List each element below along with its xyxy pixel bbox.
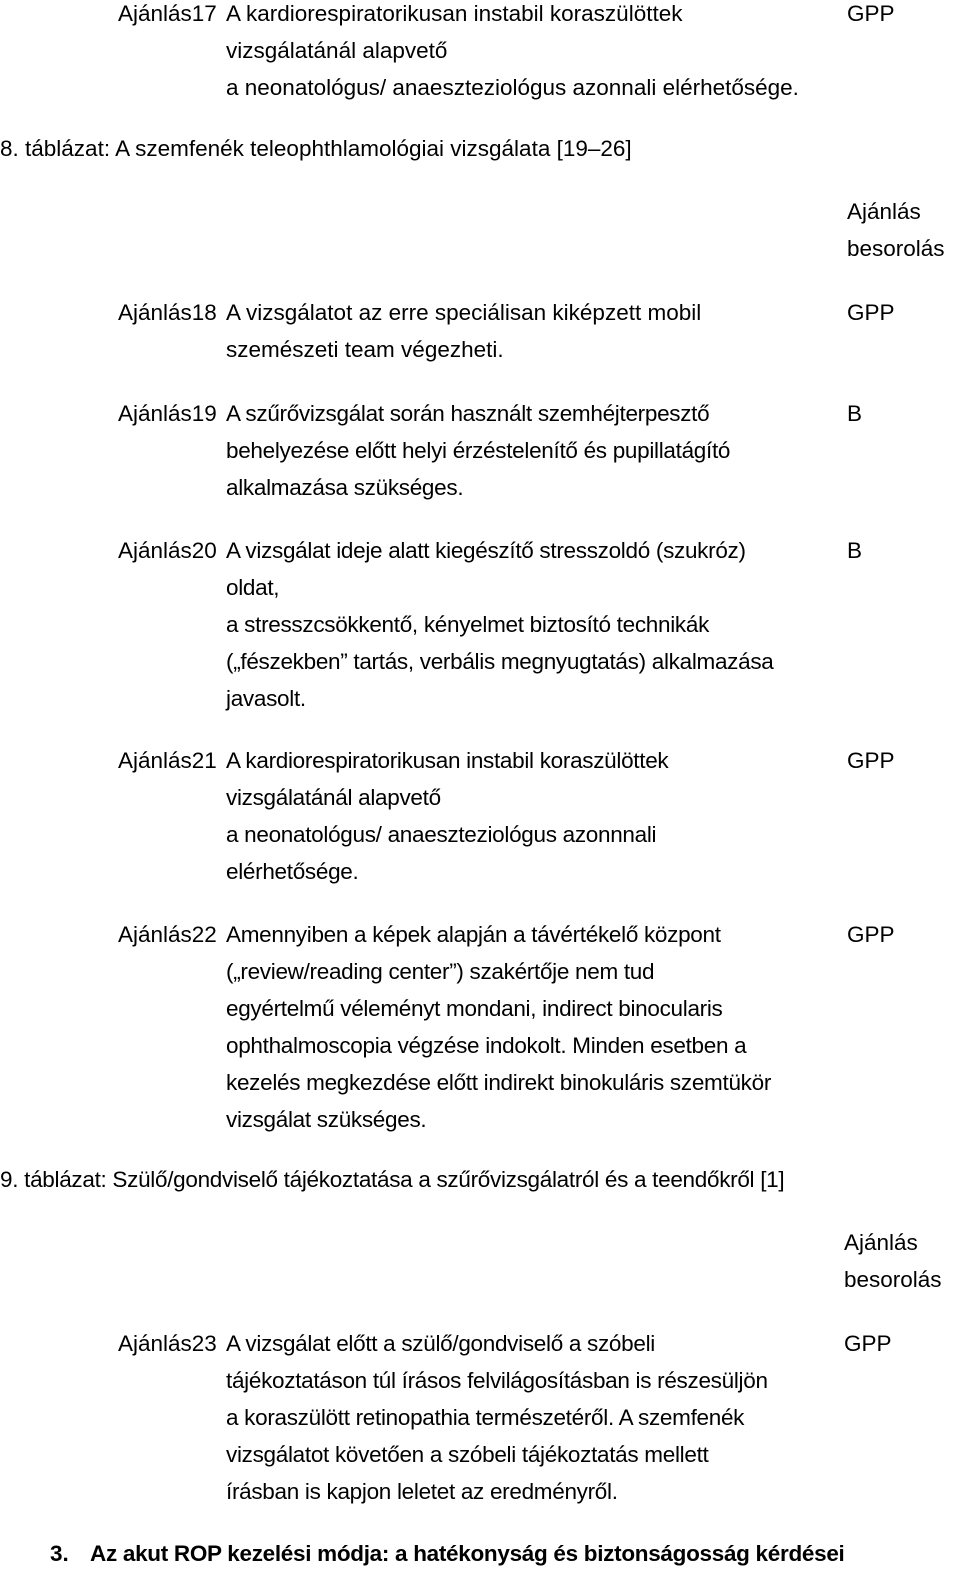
section-number: 3. bbox=[50, 1541, 69, 1566]
recommendation-id: Ajánlás19 bbox=[118, 401, 217, 426]
recommendation-text: Amennyiben a képek alapján a távértékelő központ („review/reading center”) szakértője nem tud egyértelmű véleményt mondani, indirect binocularis ophthalmoscopia végzése indokolt. Minden esetben a kezelés megkezdése előtt indirekt binokuláris szemtükör vizsgálat szükséges. bbox=[226, 922, 772, 1132]
recommendation-text: A vizsgálatot az erre speciálisan kiképzett mobil szemészeti team végezheti. bbox=[226, 300, 702, 362]
recommendation-text: A kardiorespiratorikusan instabil koraszülöttek vizsgálatánál alapvető a neonatológus/ anaeszteziológus azonnnali elérhetősége. bbox=[226, 748, 669, 884]
recommendation-id: Ajánlás18 bbox=[118, 300, 217, 325]
recommendation-grade: GPP bbox=[844, 1331, 892, 1356]
table-caption: 9. táblázat: Szülő/gondviselő tájékoztatása a szűrővizsgálatról és a teendőkről [1] bbox=[0, 1167, 785, 1192]
recommendation-id: Ajánlás22 bbox=[118, 922, 217, 947]
recommendation-text: A szűrővizsgálat során használt szemhéjterpesztő behelyezése előtt helyi érzéstelenítő és pupillatágító alkalmazása szükséges. bbox=[226, 401, 731, 500]
recommendation-text: A vizsgálat előtt a szülő/gondviselő a szóbeli tájékoztatáson túl írásos felvilágosításban is részesüljön a koraszülött retinopathia természetéről. A szemfenék vizsgálatot követően a szóbeli tájékoztatás mellett írásban is kapjon leletet az eredményről. bbox=[226, 1331, 768, 1504]
recommendation-grade: GPP bbox=[847, 300, 895, 325]
recommendation-id: Ajánlás21 bbox=[118, 748, 217, 773]
recommendation-text: A vizsgálat ideje alatt kiegészítő stresszoldó (szukróz) oldat, a stresszcsökkentő, kényelmet biztosító technikák („fészekben” tartás, verbális megnyugtatás) alkalmazása javasolt. bbox=[226, 538, 774, 711]
grade-column-header: Ajánlás besorolás bbox=[844, 1230, 942, 1292]
recommendation-grade: B bbox=[847, 401, 863, 426]
recommendation-id: Ajánlás23 bbox=[118, 1331, 217, 1356]
recommendation-grade: GPP bbox=[847, 1, 895, 26]
recommendation-grade: B bbox=[847, 538, 863, 563]
section-title: Az akut ROP kezelési módja: a hatékonyság és biztonságosság kérdései bbox=[90, 1541, 845, 1566]
recommendation-id: Ajánlás17 bbox=[118, 1, 217, 26]
grade-column-header: Ajánlás besorolás bbox=[847, 199, 945, 261]
recommendation-id: Ajánlás20 bbox=[118, 538, 217, 563]
recommendation-text: A kardiorespiratorikusan instabil koraszülöttek vizsgálatánál alapvető a neonatológus/ anaeszteziológus azonnali elérhetősége. bbox=[226, 1, 799, 100]
table-caption: 8. táblázat: A szemfenék teleophthlamológiai vizsgálata [19–26] bbox=[0, 136, 632, 161]
recommendation-grade: GPP bbox=[847, 922, 895, 947]
recommendation-grade: GPP bbox=[847, 748, 895, 773]
